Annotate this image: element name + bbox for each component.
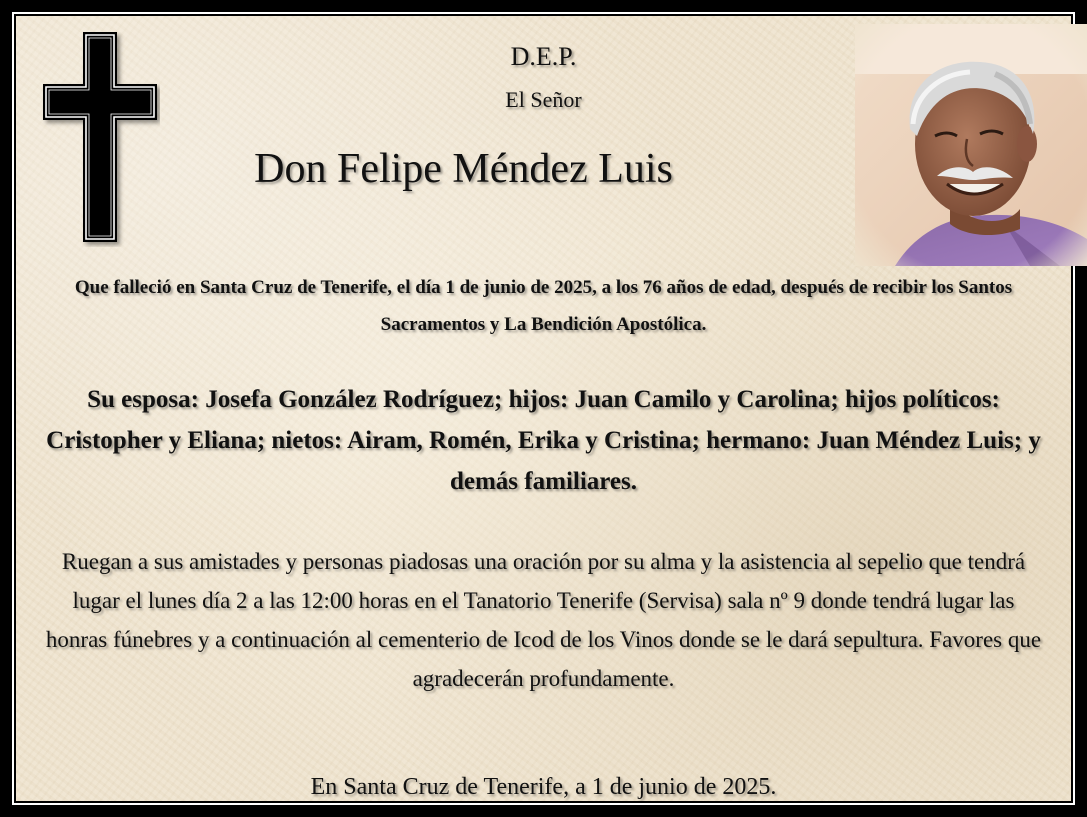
passing-text: Que falleció en Santa Cruz de Tenerife, el día 1 de junio de 2025, a los 76 años de edad, después de recibir los Santos Sacramentos y La Bendición Apostólica. bbox=[74, 277, 1013, 335]
notice-paper bbox=[12, 12, 1075, 805]
deceased-name: Don Felipe Méndez Luis bbox=[254, 146, 673, 192]
closing-text: En Santa Cruz de Tenerife, a 1 de junio de 2025. bbox=[310, 774, 777, 800]
header-dep: D.E.P. bbox=[510, 42, 577, 71]
family-text: Su esposa: Josefa González Rodríguez; hijos: Juan Camilo y Carolina; hijos políticos: Cristopher y Eliana; nietos: Airam, Romén, Erika y Cristina; hermano: Juan Méndez Luis; y demás familiares. bbox=[46, 386, 1041, 495]
prayer-text: Ruegan a sus amistades y personas piadosas una oración por su alma y la asistencia al sepelio que tendrá lugar el lunes día 2 a las 12:00 horas en el Tanatorio Tenerife (Servisa) sala nº 9 donde tendrá lugar las honras fúnebres y a continuación al cementerio de Icod de los Vinos donde se le dará sepultura. Favores que agradecerán profundamente. bbox=[45, 549, 1042, 691]
honorific: El Señor bbox=[505, 87, 582, 112]
